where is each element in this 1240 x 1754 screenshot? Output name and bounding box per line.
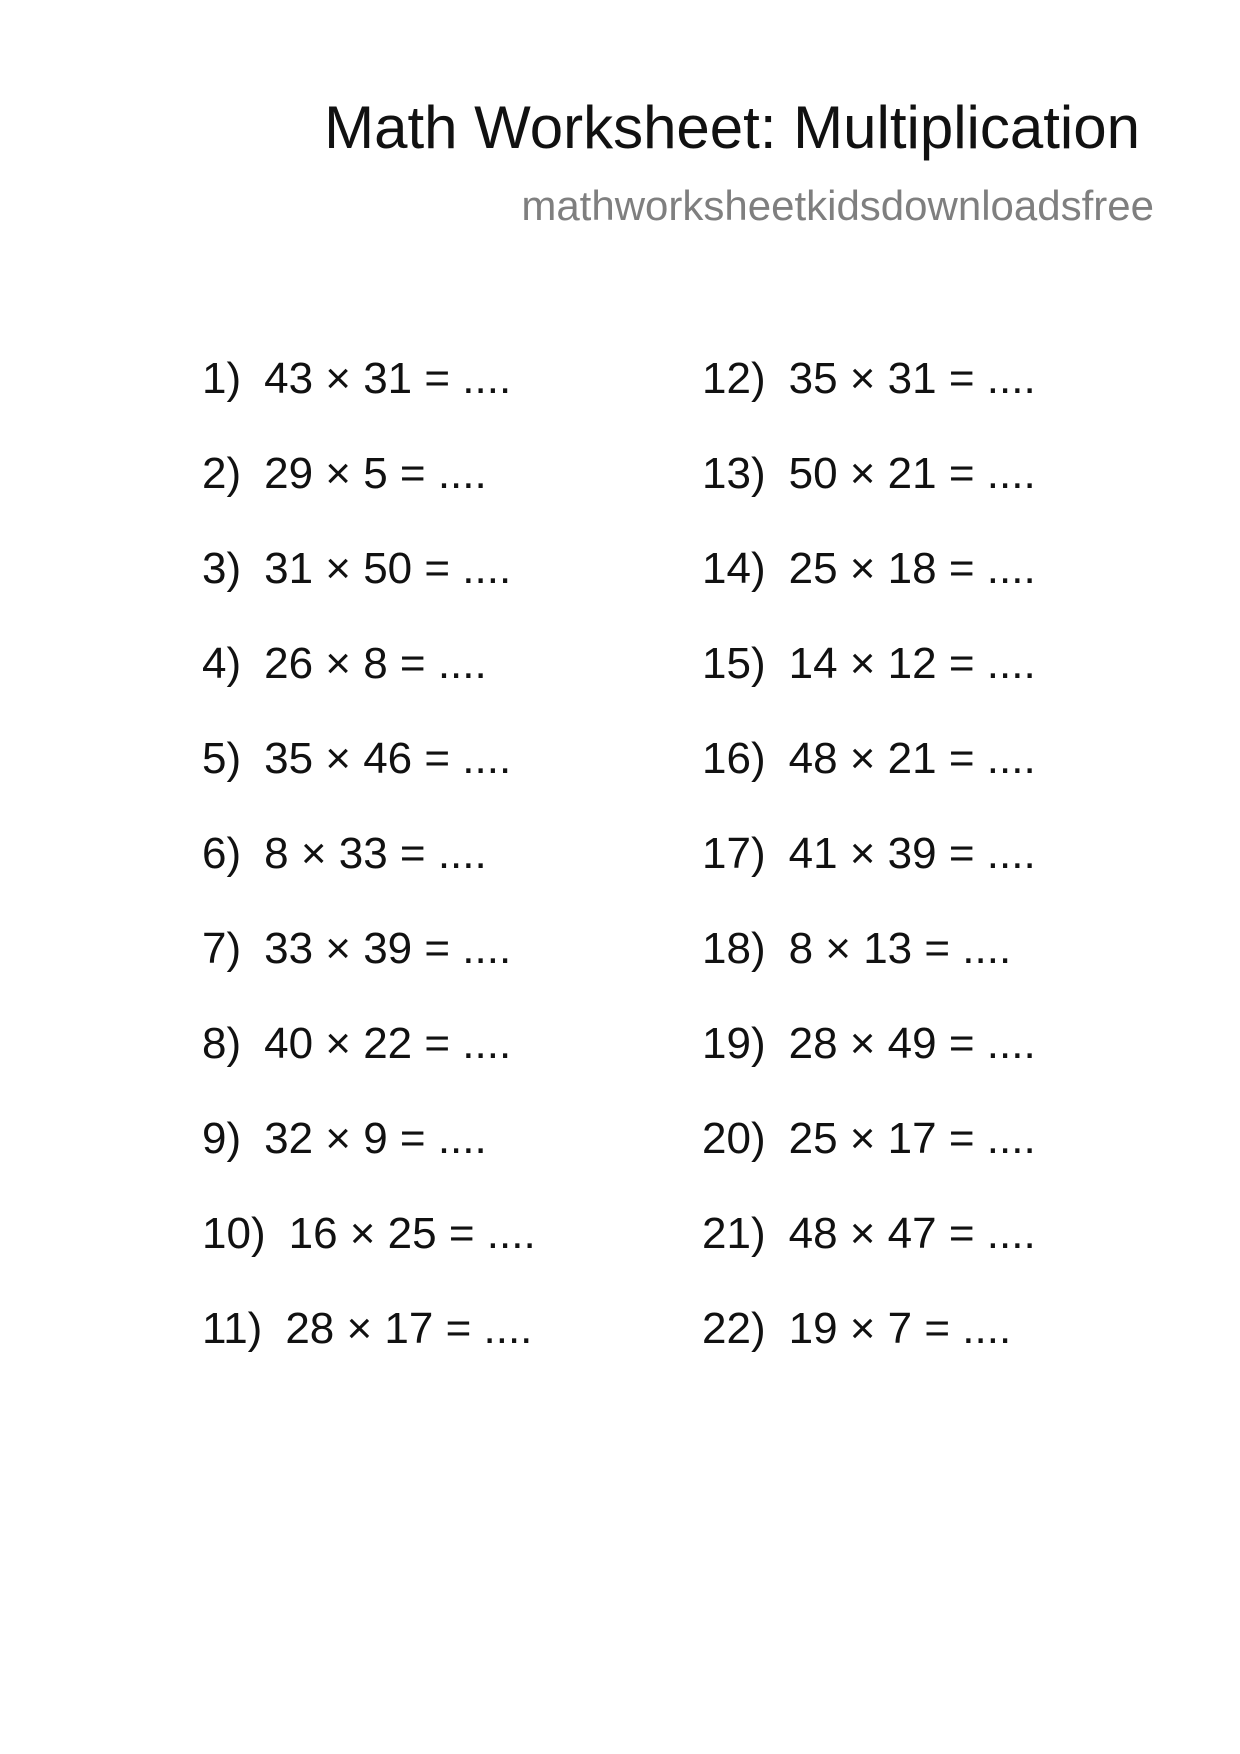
problem-item: [202, 544, 512, 593]
problem-item: [702, 354, 1036, 403]
problem-number: 6): [202, 829, 242, 878]
problem-number: 8): [202, 1019, 242, 1068]
problem-expression: 28 × 49 = ....: [788, 1019, 1036, 1068]
problem-expression: 14 × 12 = ....: [788, 639, 1036, 688]
problem-number: 15): [702, 639, 766, 688]
problem-expression: 40 × 22 = ....: [264, 1019, 512, 1068]
problem-expression: 29 × 5 = ....: [264, 449, 487, 498]
problem-number: 13): [702, 449, 766, 498]
problem-expression: 48 × 47 = ....: [788, 1209, 1036, 1258]
problem-number: 11): [202, 1304, 263, 1353]
problem-item: [202, 354, 512, 403]
problem-expression: 43 × 31 = ....: [264, 354, 512, 403]
problem-number: 7): [202, 924, 242, 973]
problem-number: 20): [702, 1114, 766, 1163]
problem-expression: 33 × 39 = ....: [264, 924, 512, 973]
problem-item: [702, 1209, 1036, 1258]
problem-item: [702, 1304, 1012, 1353]
problem-item: [202, 449, 487, 498]
problem-item: [202, 829, 487, 878]
problem-number: 21): [702, 1209, 766, 1258]
problem-item: [702, 924, 1012, 973]
problem-number: 19): [702, 1019, 766, 1068]
problem-item: [702, 1114, 1036, 1163]
problem-number: 22): [702, 1304, 766, 1353]
problem-item: [202, 924, 512, 973]
problem-expression: 32 × 9 = ....: [264, 1114, 487, 1163]
problem-number: 17): [702, 829, 766, 878]
problem-item: [202, 1304, 533, 1353]
problem-number: 5): [202, 734, 242, 783]
worksheet-title: Math Worksheet: Multiplication: [324, 94, 1140, 161]
problem-expression: 8 × 13 = ....: [788, 924, 1012, 973]
problem-expression: 31 × 50 = ....: [264, 544, 512, 593]
problem-expression: 50 × 21 = ....: [788, 449, 1036, 498]
problem-item: [202, 639, 487, 688]
problem-number: 1): [202, 354, 242, 403]
problem-item: [702, 639, 1036, 688]
problem-item: [202, 1209, 536, 1258]
problem-expression: 8 × 33 = ....: [264, 829, 487, 878]
problem-expression: 35 × 31 = ....: [788, 354, 1036, 403]
problem-item: [702, 829, 1036, 878]
worksheet-source: mathworksheetkidsdownloadsfree: [521, 182, 1154, 229]
problem-expression: 25 × 18 = ....: [788, 544, 1036, 593]
problem-number: 12): [702, 354, 766, 403]
problem-number: 2): [202, 449, 242, 498]
problem-expression: 41 × 39 = ....: [788, 829, 1036, 878]
problem-expression: 48 × 21 = ....: [788, 734, 1036, 783]
problem-expression: 19 × 7 = ....: [788, 1304, 1012, 1353]
problem-item: [702, 449, 1036, 498]
problem-number: 14): [702, 544, 766, 593]
problem-item: [202, 734, 512, 783]
problem-number: 9): [202, 1114, 242, 1163]
problem-number: 4): [202, 639, 242, 688]
problem-expression: 16 × 25 = ....: [288, 1209, 536, 1258]
problem-item: [202, 1019, 512, 1068]
problem-item: [702, 1019, 1036, 1068]
problem-expression: 35 × 46 = ....: [264, 734, 512, 783]
problem-number: 10): [202, 1209, 266, 1258]
problem-number: 16): [702, 734, 766, 783]
problem-number: 3): [202, 544, 242, 593]
problem-item: [702, 734, 1036, 783]
problem-expression: 26 × 8 = ....: [264, 639, 487, 688]
problem-item: [202, 1114, 487, 1163]
problem-number: 18): [702, 924, 766, 973]
problem-expression: 25 × 17 = ....: [788, 1114, 1036, 1163]
problem-item: [702, 544, 1036, 593]
problem-expression: 28 × 17 = ....: [285, 1304, 533, 1353]
